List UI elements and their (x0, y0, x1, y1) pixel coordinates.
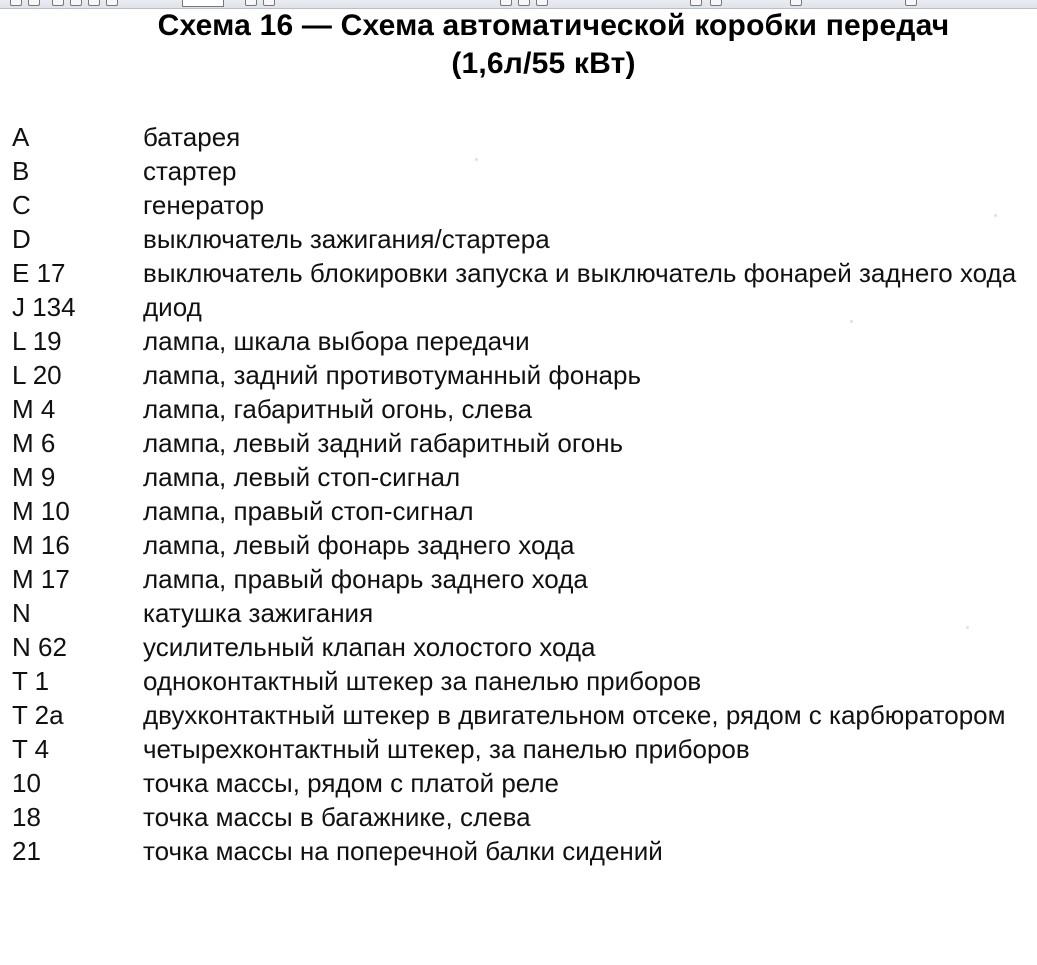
legend-row (0, 222, 1037, 256)
legend-description: лампа, правый стоп-сигнал (143, 496, 474, 526)
toolbar-back-icon[interactable] (10, 0, 22, 6)
legend-description: лампа, габаритный огонь, слева (143, 394, 533, 424)
legend-row (0, 358, 1037, 392)
toolbar-first-page-icon[interactable] (52, 0, 64, 6)
legend-row (0, 732, 1037, 766)
legend-code: M 9 (12, 462, 56, 492)
toolbar-forward-icon[interactable] (28, 0, 40, 6)
legend-description: точка массы, рядом с платой реле (143, 768, 559, 798)
legend-code: M 16 (12, 530, 70, 560)
toolbar-zoom-out-icon[interactable] (518, 0, 530, 6)
toolbar-print-icon[interactable] (245, 0, 257, 6)
toolbar-fit-page-icon[interactable] (536, 0, 548, 6)
page-number-field[interactable] (182, 0, 224, 7)
legend-description: лампа, левый стоп-сигнал (143, 462, 461, 492)
legend-description: двухконтактный штекер в двигательном отсеке, рядом с карбюратором (143, 700, 1006, 730)
toolbar-save-icon[interactable] (263, 0, 275, 6)
legend-row (0, 392, 1037, 426)
legend-description: точка массы на поперечной балки сидений (143, 836, 663, 866)
legend-row (0, 426, 1037, 460)
legend-code: T 2a (12, 700, 64, 730)
toolbar-select-icon[interactable] (790, 0, 802, 6)
toolbar-next-page-icon[interactable] (88, 0, 100, 6)
legend-row (0, 800, 1037, 834)
legend-description: точка массы в багажнике, слева (143, 802, 531, 832)
scan-speck (966, 626, 969, 629)
legend-code: 21 (12, 836, 41, 866)
component-legend-list (0, 120, 1037, 868)
legend-description: батарея (143, 122, 241, 152)
legend-code: 18 (12, 802, 41, 832)
legend-code: N (12, 598, 31, 628)
legend-code: L 19 (12, 326, 62, 356)
legend-code: M 10 (12, 496, 70, 526)
legend-description: стартер (143, 156, 237, 186)
legend-row (0, 562, 1037, 596)
legend-row (0, 154, 1037, 188)
toolbar-previous-page-icon[interactable] (70, 0, 82, 6)
legend-row (0, 256, 1037, 290)
toolbar-last-page-icon[interactable] (106, 0, 118, 6)
legend-description: лампа, задний противотуманный фонарь (143, 360, 642, 390)
legend-row (0, 324, 1037, 358)
toolbar-rotate-icon[interactable] (690, 0, 702, 6)
legend-description: одноконтактный штекер за панелью приборов (143, 666, 702, 696)
legend-code: B (12, 156, 30, 186)
legend-code: C (12, 190, 31, 220)
legend-code: 10 (12, 768, 41, 798)
scan-speck (850, 320, 853, 323)
legend-code: A (12, 122, 30, 152)
legend-code: D (12, 224, 31, 254)
toolbar-zoom-in-icon[interactable] (500, 0, 512, 6)
legend-row (0, 528, 1037, 562)
scan-speck (475, 158, 478, 161)
legend-row (0, 766, 1037, 800)
legend-code: M 17 (12, 564, 70, 594)
legend-code: M 6 (12, 428, 56, 458)
toolbar-search-icon[interactable] (710, 0, 722, 6)
legend-description: усилительный клапан холостого хода (143, 632, 596, 662)
legend-row (0, 460, 1037, 494)
document-title (0, 8, 1037, 82)
legend-description: лампа, левый фонарь заднего хода (143, 530, 575, 560)
legend-row (0, 120, 1037, 154)
legend-description: лампа, левый задний габаритный огонь (143, 428, 624, 458)
legend-row (0, 664, 1037, 698)
document-title-line1: Схема 16 — Схема автоматической коробки передач (157, 9, 950, 42)
document-title-line2: (1,6л/55 кВт) (451, 47, 636, 80)
toolbar-settings-icon[interactable] (905, 0, 917, 6)
legend-row (0, 630, 1037, 664)
legend-code: M 4 (12, 394, 56, 424)
legend-row (0, 834, 1037, 868)
legend-description: диод (143, 292, 202, 322)
legend-description: лампа, правый фонарь заднего хода (143, 564, 588, 594)
legend-code: J 134 (12, 292, 76, 322)
legend-description: выключатель блокировки запуска и выключатель фонарей заднего хода (143, 258, 1017, 288)
legend-code: T 1 (12, 666, 50, 696)
legend-code: N 62 (12, 632, 67, 662)
legend-code: T 4 (12, 734, 50, 764)
legend-code: E 17 (12, 258, 66, 288)
legend-description: катушка зажигания (143, 598, 374, 628)
legend-row (0, 188, 1037, 222)
legend-description: генератор (143, 190, 265, 220)
legend-row (0, 494, 1037, 528)
legend-description: лампа, шкала выбора передачи (143, 326, 530, 356)
legend-row (0, 698, 1037, 732)
legend-row (0, 290, 1037, 324)
legend-code: L 20 (12, 360, 62, 390)
legend-row (0, 596, 1037, 630)
scan-speck (994, 214, 997, 217)
legend-description: выключатель зажигания/стартера (143, 224, 550, 254)
legend-description: четырехконтактный штекер, за панелью приборов (143, 734, 750, 764)
